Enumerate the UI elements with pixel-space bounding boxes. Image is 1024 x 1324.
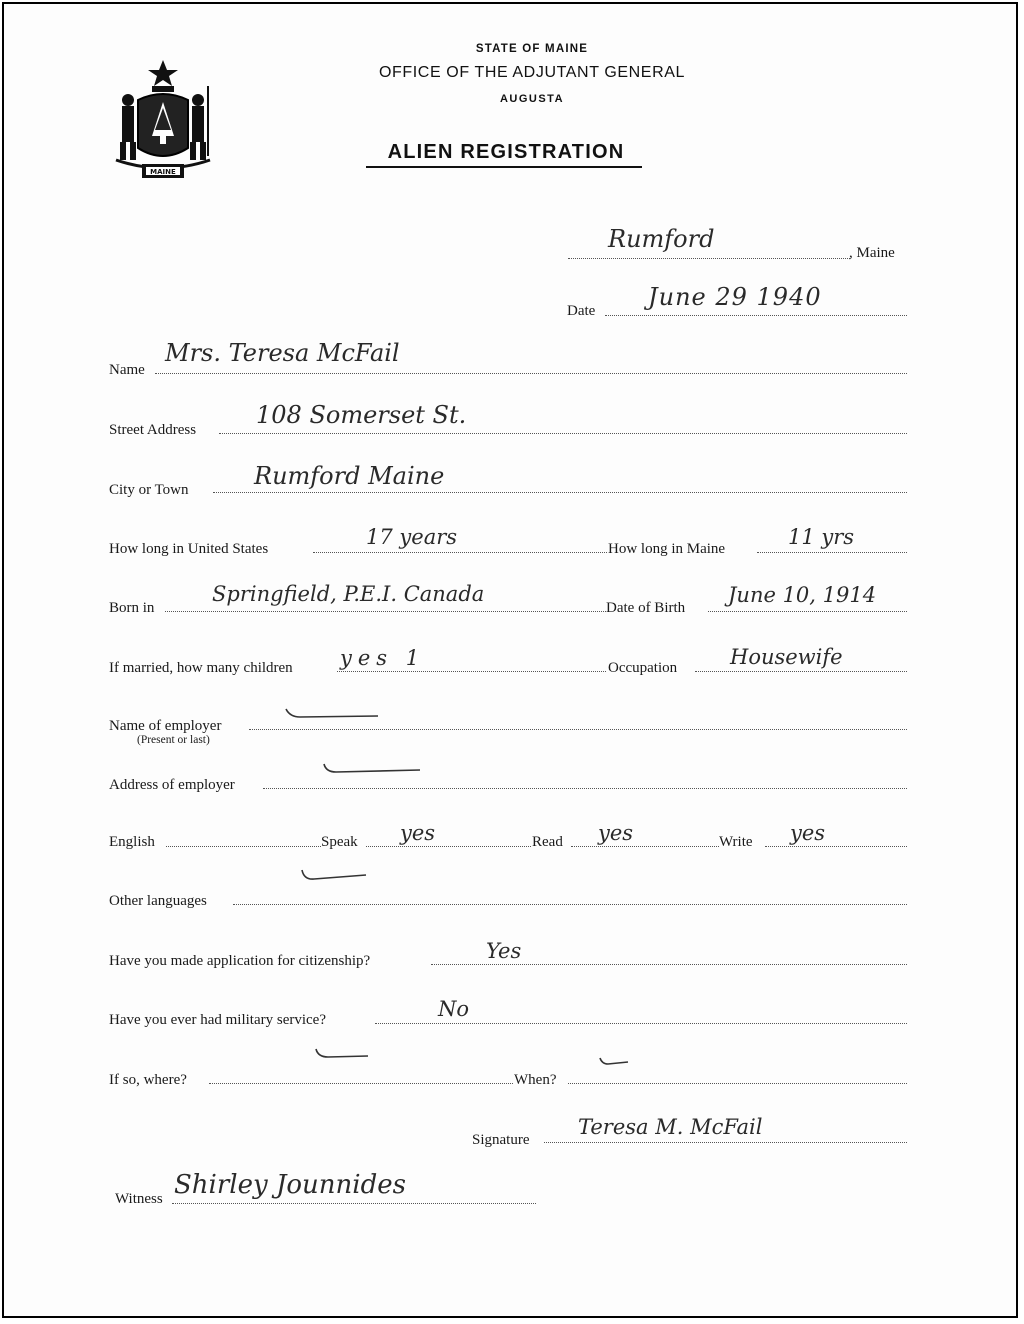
where-label: If so, where? (109, 1072, 187, 1088)
born-label: Born in (109, 600, 155, 616)
employer-address-line (263, 788, 907, 789)
english-line (166, 846, 321, 847)
speak-value: yes (400, 821, 436, 845)
city-label: City or Town (109, 482, 189, 498)
street-line (219, 433, 907, 434)
occupation-value: Housewife (730, 645, 843, 669)
date-label: Date (567, 303, 596, 319)
form-title: ALIEN REGISTRATION (387, 141, 625, 163)
employer-sublabel: (Present or last) (137, 734, 210, 746)
signature-value: Teresa M. McFail (578, 1115, 763, 1139)
birth-date-line (708, 611, 907, 612)
born-line (165, 611, 606, 612)
witness-value: Shirley Jounnides (174, 1170, 406, 1200)
name-line (155, 373, 907, 374)
maine-duration-label: How long in Maine (608, 541, 726, 557)
other-languages-label: Other languages (109, 893, 207, 909)
employer-line (249, 729, 907, 730)
where-line (209, 1083, 513, 1084)
place-line (568, 258, 850, 259)
where-blank-dash-icon (312, 1046, 372, 1064)
military-line (375, 1023, 907, 1024)
us-duration-label: How long in United States (109, 541, 269, 557)
maine-duration-value: 11 yrs (788, 525, 855, 549)
date-value: June 29 1940 (648, 283, 822, 311)
when-line (568, 1083, 907, 1084)
employer-address-blank-dash-icon (320, 760, 424, 780)
witness-label: Witness (115, 1191, 163, 1207)
other-languages-blank-dash-icon (298, 866, 370, 886)
children-line (337, 671, 606, 672)
signature-label: Signature (472, 1132, 530, 1148)
read-label: Read (532, 834, 563, 850)
born-value: Springfield, P.E.I. Canada (212, 582, 485, 606)
signature-line (544, 1142, 907, 1143)
when-label: When? (514, 1072, 557, 1088)
speak-label: Speak (321, 834, 358, 850)
citizenship-label: Have you made application for citizenship? (109, 953, 371, 969)
english-label: English (109, 834, 155, 850)
header-city: AUGUSTA (499, 93, 565, 105)
birth-date-label: Date of Birth (606, 600, 686, 616)
read-line (571, 846, 719, 847)
maine-duration-line (757, 552, 907, 553)
birth-date-value: June 10, 1914 (728, 583, 877, 607)
header-state: STATE OF MAINE (475, 43, 589, 55)
read-value: yes (598, 821, 634, 845)
maine-label: , Maine (849, 245, 895, 261)
children-label: If married, how many children (109, 660, 293, 676)
write-value: yes (790, 821, 826, 845)
employer-blank-dash-icon (282, 705, 382, 725)
us-duration-value: 17 years (366, 525, 458, 549)
speak-line (366, 846, 531, 847)
write-line (765, 846, 907, 847)
military-value: No (438, 997, 470, 1021)
employer-label: Name of employer (109, 718, 222, 734)
svg-text:MAINE: MAINE (150, 168, 176, 176)
place-value: Rumford (608, 225, 715, 253)
when-blank-dash-icon (596, 1054, 632, 1072)
title-underline (366, 166, 642, 168)
street-label: Street Address (109, 422, 197, 438)
write-label: Write (719, 834, 753, 850)
city-value: Rumford Maine (254, 462, 445, 490)
street-value: 108 Somerset St. (256, 401, 467, 429)
city-line (213, 492, 907, 493)
us-duration-line (313, 552, 607, 553)
header-office: OFFICE OF THE ADJUTANT GENERAL (378, 64, 686, 81)
name-label: Name (109, 362, 145, 378)
other-languages-line (233, 904, 907, 905)
children-value: yes 1 (340, 646, 426, 670)
occupation-label: Occupation (608, 660, 678, 676)
citizenship-value: Yes (486, 939, 522, 963)
occupation-line (695, 671, 907, 672)
date-line (605, 315, 907, 316)
citizenship-line (431, 964, 907, 965)
witness-line (172, 1203, 536, 1204)
employer-address-label: Address of employer (109, 777, 235, 793)
name-value: Mrs. Teresa McFail (165, 339, 400, 367)
military-label: Have you ever had military service? (109, 1012, 326, 1028)
